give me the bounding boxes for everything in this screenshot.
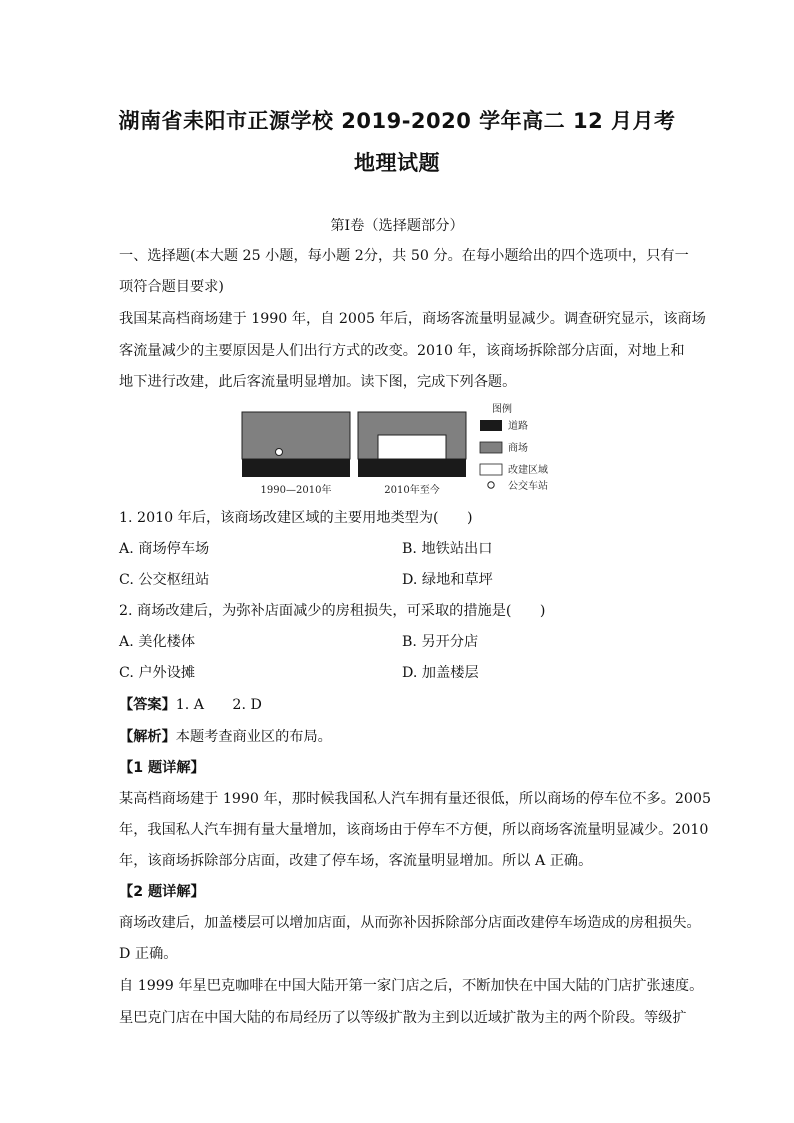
next-passage-line-1: 自 1999 年星巴克咖啡在中国大陆开第一家门店之后，不断加快在中国大陆的门店扩张速度。: [119, 978, 704, 994]
panel-2-caption: 2010年至今: [384, 485, 440, 496]
instructions-line-2: 项符合题目要求): [119, 279, 224, 295]
mall-diagram: [240, 402, 560, 498]
question-1-stem: 1. 2010 年后，该商场改建区域的主要用地类型为( ): [119, 510, 473, 526]
instructions-line-1: 一、选择题(本大题 25 小题，每小题 2分，共 50 分。在每小题给出的四个选项中，只有一: [119, 248, 689, 264]
bus-stop-marker: [276, 449, 283, 456]
question-1-option-b: B. 地铁站出口: [402, 541, 493, 557]
legend-road-swatch: [480, 420, 502, 431]
answer-label: 【答案】: [119, 697, 176, 713]
detail-1-heading: 【1 题详解】: [119, 760, 205, 776]
mall-area-1: [242, 412, 350, 459]
question-1-option-a: A. 商场停车场: [119, 541, 210, 557]
question-2-option-b: B. 另开分店: [402, 634, 479, 650]
legend-rebuilt-label: 改建区域: [508, 465, 548, 476]
road-2: [358, 459, 466, 477]
analysis-line: [119, 727, 679, 747]
legend: [480, 402, 548, 492]
analysis-label: 【解析】: [119, 729, 176, 745]
question-1-option-c: C. 公交枢纽站: [119, 572, 210, 588]
legend-rebuilt-swatch: [480, 464, 502, 475]
detail-2-heading: 【2 题详解】: [119, 884, 205, 900]
question-2-option-d: D. 加盖楼层: [402, 665, 479, 681]
question-2-option-a: A. 美化楼体: [119, 634, 196, 650]
answer-line: [119, 695, 679, 715]
section-heading: 第Ⅰ卷（选择题部分）: [330, 218, 464, 234]
passage-line-3: 地下进行改建，此后客流量明显增加。读下图，完成下列各题。: [119, 374, 517, 390]
road-1: [242, 459, 350, 477]
legend-title: 图例: [492, 404, 512, 415]
question-2-option-c: C. 户外设摊: [119, 665, 196, 681]
legend-mall-label: 商场: [508, 443, 528, 454]
legend-bus-stop-icon: [488, 482, 494, 488]
passage-line-2: 客流量减少的主要原因是人们出行方式的改变。2010 年，该商场拆除部分店面，对地上和: [119, 343, 685, 359]
analysis-text: 本题考查商业区的布局。: [175, 729, 332, 745]
answer-text: 1. A 2. D: [175, 697, 262, 713]
passage-line-1: 我国某高档商场建于 1990 年，自 2005 年后，商场客流量明显减少。调查研究显示，该商场: [119, 311, 706, 327]
question-2-stem: 2. 商场改建后，为弥补店面减少的房租损失，可采取的措施是( ): [119, 603, 546, 619]
detail-1-line-3: 年，该商场拆除部分店面，改建了停车场，客流量明显增加。所以 A 正确。: [119, 853, 593, 869]
detail-1-line-2: 年，我国私人汽车拥有量大量增加，该商场由于停车不方便，所以商场客流量明显减少。2010: [119, 822, 709, 838]
question-1-option-d: D. 绿地和草坪: [402, 572, 493, 588]
panel-1990-2010: [242, 412, 350, 496]
legend-mall-swatch: [480, 442, 502, 453]
panel-2010-now: [358, 412, 466, 496]
rebuilt-area: [378, 435, 446, 459]
document-subtitle: 地理试题: [354, 151, 440, 175]
document-title: 湖南省耒阳市正源学校 2019-2020 学年高二 12 月月考: [118, 109, 676, 133]
panel-1-caption: 1990—2010年: [260, 485, 332, 496]
legend-bus-stop-label: 公交车站: [508, 481, 548, 492]
legend-road-label: 道路: [508, 421, 528, 432]
next-passage-line-2: 星巴克门店在中国大陆的布局经历了以等级扩散为主到以近域扩散为主的两个阶段。等级扩: [119, 1010, 687, 1026]
detail-1-line-1: 某高档商场建于 1990 年，那时候我国私人汽车拥有量还很低，所以商场的停车位不多。2005: [119, 791, 711, 807]
detail-2-line-1: 商场改建后，加盖楼层可以增加店面，从而弥补因拆除部分店面改建停车场造成的房租损失。: [119, 915, 701, 931]
detail-2-line-2: D 正确。: [119, 946, 178, 962]
